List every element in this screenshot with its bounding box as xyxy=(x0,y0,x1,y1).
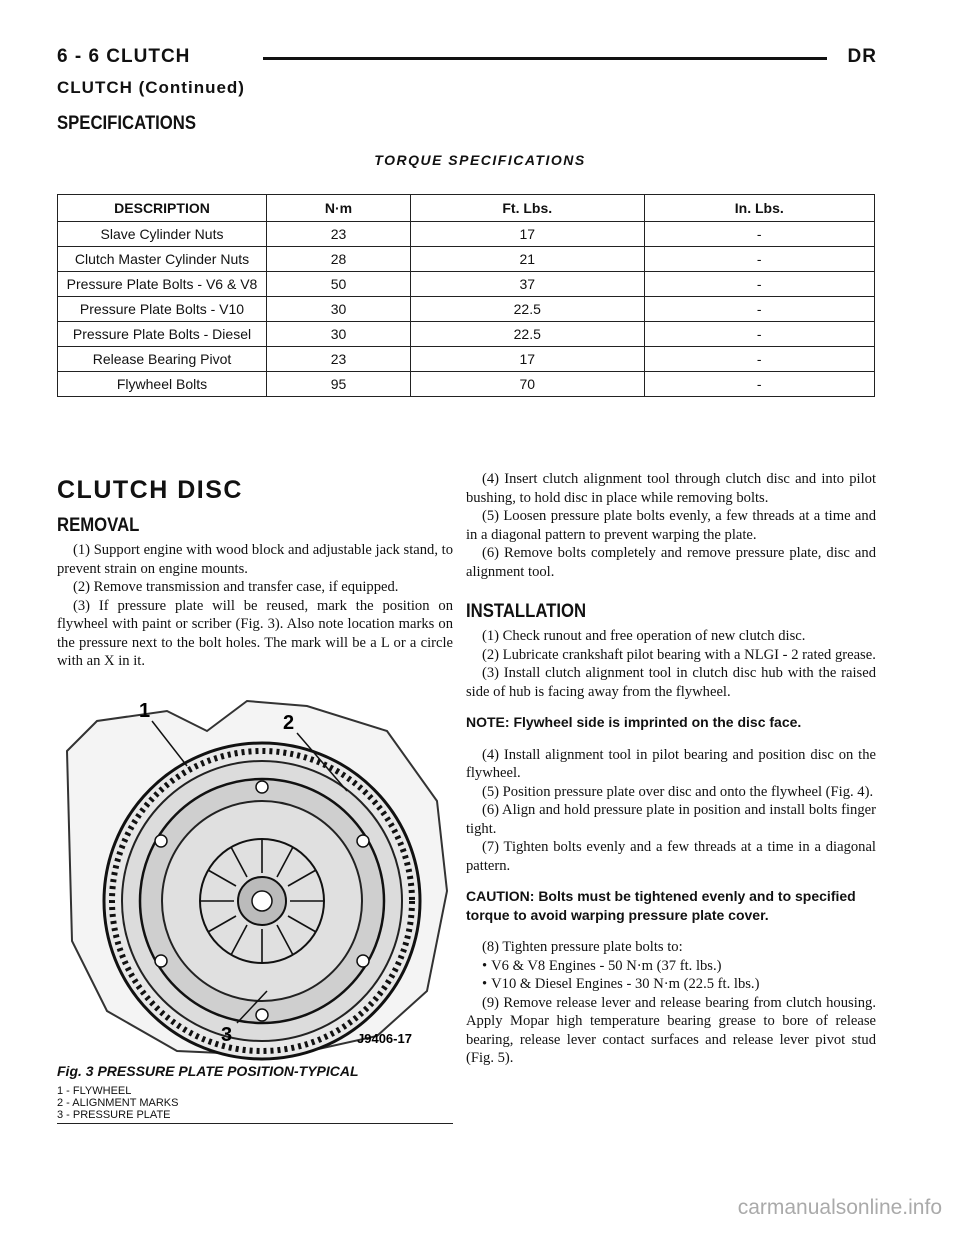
pressure-plate-figure xyxy=(57,691,453,1061)
watermark: carmanualsonline.info xyxy=(737,1196,942,1219)
table-header-row xyxy=(58,195,875,222)
legend-item: 1 - FLYWHEEL xyxy=(57,1084,132,1097)
column-header: Ft. Lbs. xyxy=(410,195,644,222)
table-cell: 70 xyxy=(410,372,644,397)
table-cell: - xyxy=(644,297,874,322)
legend-item: 3 - PRESSURE PLATE xyxy=(57,1108,171,1121)
table-row xyxy=(58,322,875,347)
table-cell: 22.5 xyxy=(410,322,644,347)
table-cell: - xyxy=(644,272,874,297)
specifications-heading: SPECIFICATIONS xyxy=(57,113,197,134)
column-header: In. Lbs. xyxy=(644,195,874,222)
column-header: N·m xyxy=(267,195,411,222)
pressure-plate-illustration xyxy=(57,691,453,1061)
table-cell: 22.5 xyxy=(410,297,644,322)
install-step: (1) Check runout and free operation of new clutch disc. xyxy=(482,628,806,644)
table-cell: 30 xyxy=(267,297,411,322)
table-cell: 28 xyxy=(267,247,411,272)
table-cell: - xyxy=(644,322,874,347)
table-cell: Pressure Plate Bolts - V6 & V8 xyxy=(58,272,267,297)
removal-step: (3) If pressure plate will be reused, mark the position on flywheel with paint or scriber (Fig. 3). Also note location marks on the pressure next to the bolt holes. The mark will be a L or a circle with an X in it. xyxy=(57,597,453,669)
table-cell: 23 xyxy=(267,222,411,247)
caution-text: CAUTION: Bolts must be tightened evenly and to specified torque to avoid warping pressure plate cover. xyxy=(466,888,856,923)
callout-label: 2 xyxy=(283,711,295,734)
figure-caption: Fig. 3 PRESSURE PLATE POSITION-TYPICAL xyxy=(57,1062,359,1079)
callout-label: 1 xyxy=(139,699,151,722)
figure-code: J9406-17 xyxy=(357,1030,412,1046)
right-column xyxy=(466,470,876,1068)
install-step: (7) Tighten bolts evenly and a few threads at a time in a diagonal pattern. xyxy=(466,839,876,874)
table-cell: 30 xyxy=(267,322,411,347)
clutch-disc-title: CLUTCH DISC xyxy=(57,476,243,504)
table-cell: Pressure Plate Bolts - Diesel xyxy=(58,322,267,347)
legend-item: 2 - ALIGNMENT MARKS xyxy=(57,1096,179,1109)
removal-step: (2) Remove transmission and transfer case, if equipped. xyxy=(73,579,399,595)
page-header xyxy=(57,44,877,74)
section-label: 6 - 6 CLUTCH xyxy=(57,46,191,67)
table-cell: Clutch Master Cylinder Nuts xyxy=(58,247,267,272)
table-cell: 23 xyxy=(267,347,411,372)
callout-label: 3 xyxy=(221,1023,233,1046)
table-cell: 95 xyxy=(267,372,411,397)
table-row xyxy=(58,347,875,372)
install-step: (8) Tighten pressure plate bolts to: xyxy=(482,939,683,955)
column-header: DESCRIPTION xyxy=(58,195,267,222)
install-step: (6) Align and hold pressure plate in position and install bolts finger tight. xyxy=(466,802,876,837)
torque-bullet: • V10 & Diesel Engines - 30 N·m (22.5 ft. lbs.) xyxy=(466,975,876,994)
figure-legend xyxy=(57,1085,453,1124)
table-cell: 50 xyxy=(267,272,411,297)
table-cell: Flywheel Bolts xyxy=(58,372,267,397)
table-row xyxy=(58,222,875,247)
table-cell: 21 xyxy=(410,247,644,272)
table-cell: - xyxy=(644,222,874,247)
table-cell: Slave Cylinder Nuts xyxy=(58,222,267,247)
continued-heading: CLUTCH (Continued) xyxy=(57,78,245,97)
torque-table-title: TORQUE SPECIFICATIONS xyxy=(374,152,586,168)
model-code: DR xyxy=(847,46,877,67)
left-column xyxy=(57,470,453,1124)
installation-heading: INSTALLATION xyxy=(466,601,587,622)
install-step: (9) Remove release lever and release bearing from clutch housing. Apply Mopar high temperature bearing grease to bore of release bearing, release lever contact surfaces and release lever pivot stud (Fig. 5). xyxy=(466,994,876,1066)
table-row xyxy=(58,247,875,272)
install-step: (4) Install alignment tool in pilot bearing and position disc on the flywheel. xyxy=(466,746,876,781)
table-row xyxy=(58,372,875,397)
install-step: (3) Install clutch alignment tool in clutch disc hub with the raised side of hub is facing away from the flywheel. xyxy=(466,665,876,700)
torque-specifications-table xyxy=(57,194,875,397)
note-text: NOTE: Flywheel side is imprinted on the disc face. xyxy=(466,714,802,730)
torque-bullet: • V6 & V8 Engines - 50 N·m (37 ft. lbs.) xyxy=(466,957,876,976)
table-cell: - xyxy=(644,347,874,372)
removal-step: (6) Remove bolts completely and remove pressure plate, disc and alignment tool. xyxy=(466,545,876,580)
table-cell: Release Bearing Pivot xyxy=(58,347,267,372)
table-cell: - xyxy=(644,247,874,272)
table-cell: - xyxy=(644,372,874,397)
install-step: (2) Lubricate crankshaft pilot bearing with a NLGI - 2 rated grease. xyxy=(482,646,876,663)
table-cell: 17 xyxy=(410,347,644,372)
table-row xyxy=(58,272,875,297)
removal-step: (4) Insert clutch alignment tool through clutch disc and into pilot bushing, to hold disc in place while removing bolts. xyxy=(466,471,876,506)
removal-step: (1) Support engine with wood block and adjustable jack stand, to prevent strain on engine mounts. xyxy=(57,542,453,577)
removal-step: (5) Loosen pressure plate bolts evenly, a few threads at a time and in a diagonal pattern to prevent warping the plate. xyxy=(466,508,876,543)
table-cell: 17 xyxy=(410,222,644,247)
removal-heading: REMOVAL xyxy=(57,515,140,536)
install-step: (5) Position pressure plate over disc and onto the flywheel (Fig. 4). xyxy=(482,783,874,800)
header-rule xyxy=(263,57,827,60)
table-row xyxy=(58,297,875,322)
table-cell: Pressure Plate Bolts - V10 xyxy=(58,297,267,322)
table-cell: 37 xyxy=(410,272,644,297)
